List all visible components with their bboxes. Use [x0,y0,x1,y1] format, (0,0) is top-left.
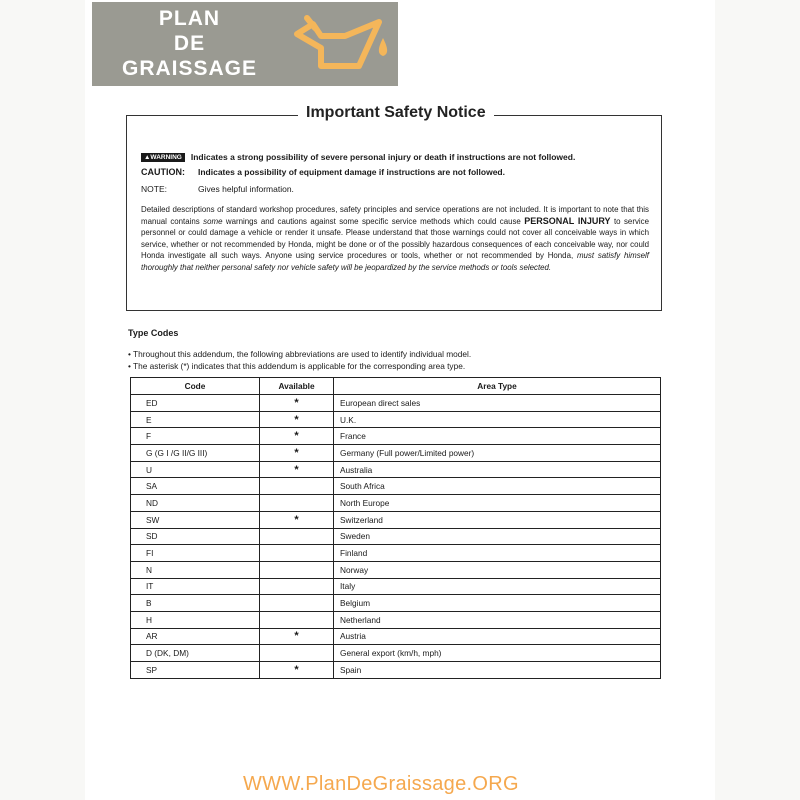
available-cell [260,478,334,495]
table-row [131,561,661,578]
area-cell: Switzerland [334,511,661,528]
column-header-area-type: Area Type [334,378,661,395]
available-cell: * [260,428,334,445]
code-cell: H [131,611,260,628]
table-row [131,478,661,495]
code-cell: F [131,428,260,445]
paragraph-some: some [203,216,223,226]
safety-paragraph [141,204,649,274]
available-cell: * [260,662,334,679]
note-line [141,184,294,194]
code-cell: IT [131,578,260,595]
available-cell [260,495,334,512]
table-row [131,595,661,612]
area-cell: Austria [334,628,661,645]
area-cell: European direct sales [334,395,661,412]
area-cell: Germany (Full power/Limited power) [334,445,661,462]
available-cell: * [260,395,334,412]
table-row [131,511,661,528]
warning-badge: ▲WARNING [141,153,185,162]
code-cell: FI [131,545,260,562]
type-codes-table [130,377,661,679]
area-cell: Norway [334,561,661,578]
area-cell: France [334,428,661,445]
plan-de-graissage-logo[interactable] [92,2,398,86]
code-cell: SP [131,662,260,679]
area-cell: Sweden [334,528,661,545]
available-cell: * [260,628,334,645]
available-cell [260,611,334,628]
available-cell: * [260,411,334,428]
table-row [131,628,661,645]
paragraph-italic-warning: must satisfy himself thoroughly that neither personal safety nor vehicle safety will be jeopardized by the service methods or tools selected. [141,251,649,272]
area-cell: North Europe [334,495,661,512]
code-cell: ND [131,495,260,512]
table-row [131,578,661,595]
table-row [131,411,661,428]
note-label: NOTE: [141,184,167,194]
area-cell: Italy [334,578,661,595]
footer-website-link[interactable]: WWW.PlanDeGraissage.ORG [243,773,519,795]
paragraph-part-3: to service personnel or could damage a vehicle or render it unsafe. Please understand that those warnings could not cover all conceivable ways in which service, whether or not recommended by Honda, might be done or of the possibly hazardous consequences of each conceivable way, nor could Honda investigate all such ways. Anyone using service procedures or tools, whether or not recommended by Honda, [141,216,649,261]
available-cell [260,578,334,595]
code-cell: E [131,411,260,428]
warning-text: Indicates a strong possibility of severe personal injury or death if instructions are not followed. [190,152,576,162]
table-row [131,645,661,662]
table-row [131,445,661,462]
safety-notice-title: Important Safety Notice [298,104,494,122]
type-codes-heading: Type Codes [128,328,179,338]
area-cell: South Africa [334,478,661,495]
logo-line-2: DE [173,32,206,55]
code-cell: N [131,561,260,578]
paragraph-part-2: warnings and cautions against some specific service methods which could cause [222,216,525,226]
code-cell: ED [131,395,260,412]
available-cell [260,545,334,562]
table-header-row [131,378,661,395]
column-header-code: Code [131,378,260,395]
code-cell: SA [131,478,260,495]
code-cell: B [131,595,260,612]
available-cell [260,561,334,578]
code-cell: SW [131,511,260,528]
available-cell: * [260,461,334,478]
paragraph-personal-injury: PERSONAL INJURY [524,215,611,226]
area-cell: Finland [334,545,661,562]
caution-text: Indicates a possibility of equipment damage if instructions are not followed. [198,167,505,177]
table-row [131,662,661,679]
code-cell: AR [131,628,260,645]
available-cell: * [260,445,334,462]
area-cell: General export (km/h, mph) [334,645,661,662]
type-codes-bullet-1: • Throughout this addendum, the following abbreviations are used to identify individual model. [128,349,472,359]
table-row [131,461,661,478]
note-text: Gives helpful information. [198,184,294,194]
type-codes-bullet-2: • The asterisk (*) indicates that this addendum is applicable for the corresponding area type. [128,361,466,371]
code-cell: U [131,461,260,478]
table-row [131,545,661,562]
table-row [131,528,661,545]
available-cell [260,595,334,612]
column-header-available: Available [260,378,334,395]
paragraph-part-1: Detailed descriptions of standard workshop procedures, safety principles and service operations are not included. It is important to note that this manual contains [141,205,649,226]
code-cell: D (DK, DM) [131,645,260,662]
code-cell: SD [131,528,260,545]
logo-text [92,6,287,81]
table-row [131,495,661,512]
area-cell: Australia [334,461,661,478]
table-body [131,395,661,679]
code-cell: G (G I /G II/G III) [131,445,260,462]
available-cell: * [260,511,334,528]
table-row [131,395,661,412]
available-cell [260,645,334,662]
area-cell: U.K. [334,411,661,428]
caution-line [141,167,505,177]
available-cell [260,528,334,545]
area-cell: Belgium [334,595,661,612]
area-cell: Netherland [334,611,661,628]
oil-can-icon [287,6,395,84]
table-row [131,611,661,628]
area-cell: Spain [334,662,661,679]
table-row [131,428,661,445]
caution-label: CAUTION: [141,167,185,177]
warning-line [141,152,575,162]
logo-line-3: GRAISSAGE [121,57,258,80]
logo-line-1: PLAN [158,7,221,30]
